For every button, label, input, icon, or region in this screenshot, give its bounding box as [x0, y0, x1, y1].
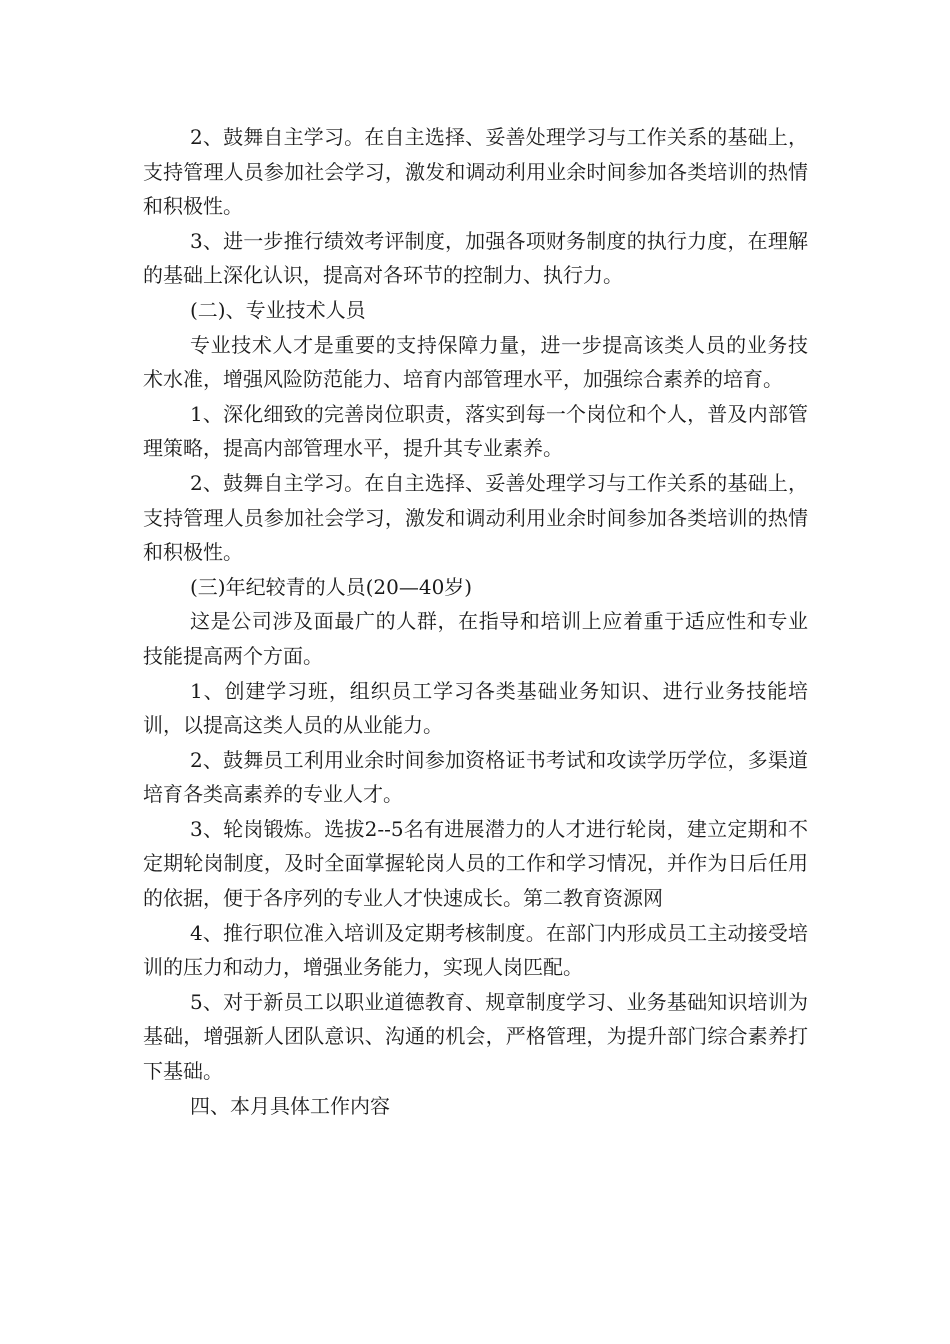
paragraph-self-study: 2、鼓舞自主学习。在自主选择、妥善处理学习与工作关系的基础上，支持管理人员参加社会学习，激发和调动利用业余时间参加各类培训的热情和积极性。	[143, 125, 808, 219]
paragraph-certificates: 2、鼓舞员工利用业余时间参加资格证书考试和攻读学历学位，多渠道培育各类高素养的专业人才。	[143, 747, 808, 807]
paragraph-new-employees: 5、对于新员工以职业道德教育、规章制度学习、业务基础知识培训为基础，增强新人团队意识、沟通的机会，严格管理，为提升部门综合素养打下基础。	[143, 989, 808, 1084]
paragraph-technical-staff-intro: 专业技术人才是重要的支持保障力量，进一步提高该类人员的业务技术水准，增强风险防范能力、培育内部管理水平，加强综合素养的培育。	[143, 332, 808, 392]
paragraph-access-training: 4、推行职位准入培训及定期考核制度。在部门内形成员工主动接受培训的压力和动力，增强业务能力，实现人岗匹配。	[143, 920, 808, 980]
paragraph-job-rotation: 3、轮岗锻炼。选拔2--5名有进展潜力的人才进行轮岗，建立定期和不定期轮岗制度，及时全面掌握轮岗人员的工作和学习情况，并作为日后任用的依据，便于各序列的专业人才快速成长。第二教育资源网	[143, 816, 808, 911]
paragraph-job-duties: 1、深化细致的完善岗位职责，落实到每一个岗位和个人，普及内部管理策略，提高内部管理水平，提升其专业素养。	[143, 401, 808, 461]
paragraph-study-class: 1、创建学习班，组织员工学习各类基础业务知识、进行业务技能培训，以提高这类人员的从业能力。	[143, 678, 808, 738]
section-heading-monthly-work: 四、本月具体工作内容	[190, 1093, 390, 1118]
section-heading-young-staff: (三)年纪较青的人员(20—40岁)	[190, 574, 473, 599]
paragraph-young-staff-intro: 这是公司涉及面最广的人群，在指导和培训上应着重于适应性和专业技能提高两个方面。	[143, 609, 808, 668]
paragraph-performance-review: 3、进一步推行绩效考评制度，加强各项财务制度的执行力度，在理解的基础上深化认识，提高对各环节的控制力、执行力。	[143, 228, 808, 288]
document-body	[143, 120, 808, 1123]
paragraph-self-study-repeat: 2、鼓舞自主学习。在自主选择、妥善处理学习与工作关系的基础上，支持管理人员参加社会学习，激发和调动利用业余时间参加各类培训的热情和积极性。	[143, 470, 808, 565]
section-heading-technical-staff: (二)、专业技术人员	[190, 297, 366, 322]
